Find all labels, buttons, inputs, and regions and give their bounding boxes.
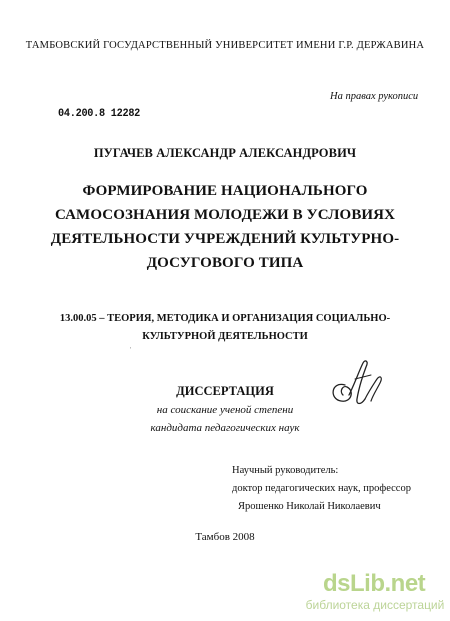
specialty-line-2: КУЛЬТУРНОЙ ДЕЯТЕЛЬНОСТИ xyxy=(142,331,308,342)
degree-line-1: на соискание ученой степени xyxy=(156,404,294,416)
degree-line-2: кандидата педагогических наук xyxy=(150,422,300,434)
scan-mark: ˈ xyxy=(129,346,132,355)
university-name: ТАМБОВСКИЙ ГОСУДАРСТВЕННЫЙ УНИВЕРСИТЕТ ИМЕНИ Г.Р. ДЕРЖАВИНА xyxy=(25,40,425,51)
handwritten-signature xyxy=(325,355,385,413)
dslib-watermark xyxy=(300,570,450,620)
title-line-3: ДЕЯТЕЛЬНОСТИ УЧРЕЖДЕНИЙ КУЛЬТУРНО- xyxy=(50,231,400,247)
rights-note: На правах рукописи xyxy=(330,91,419,102)
registration-stamp: 04.200.8 12282 xyxy=(58,108,141,120)
author-name: ПУГАЧЕВ АЛЕКСАНДР АЛЕКСАНДРОВИЧ xyxy=(93,146,357,160)
title-line-1: ФОРМИРОВАНИЕ НАЦИОНАЛЬНОГО xyxy=(82,183,368,199)
watermark-subtitle: библиотека диссертаций xyxy=(305,598,445,612)
title-line-4: ДОСУГОВОГО ТИПА xyxy=(146,255,304,271)
city-year: Тамбов 2008 xyxy=(195,531,255,543)
specialty-line-1: 13.00.05 – ТЕОРИЯ, МЕТОДИКА И ОРГАНИЗАЦИЯ СОЦИАЛЬНО- xyxy=(59,313,391,324)
document-type: ДИССЕРТАЦИЯ xyxy=(176,384,274,398)
supervisor-degree: доктор педагогических наук, профессор xyxy=(232,483,411,494)
title-line-2: САМОСОЗНАНИЯ МОЛОДЕЖИ В УСЛОВИЯХ xyxy=(54,207,396,223)
supervisor-label: Научный руководитель: xyxy=(232,465,339,476)
watermark-logo: dsLib.net xyxy=(323,570,426,597)
supervisor-name: Ярошенко Николай Николаевич xyxy=(238,501,381,512)
